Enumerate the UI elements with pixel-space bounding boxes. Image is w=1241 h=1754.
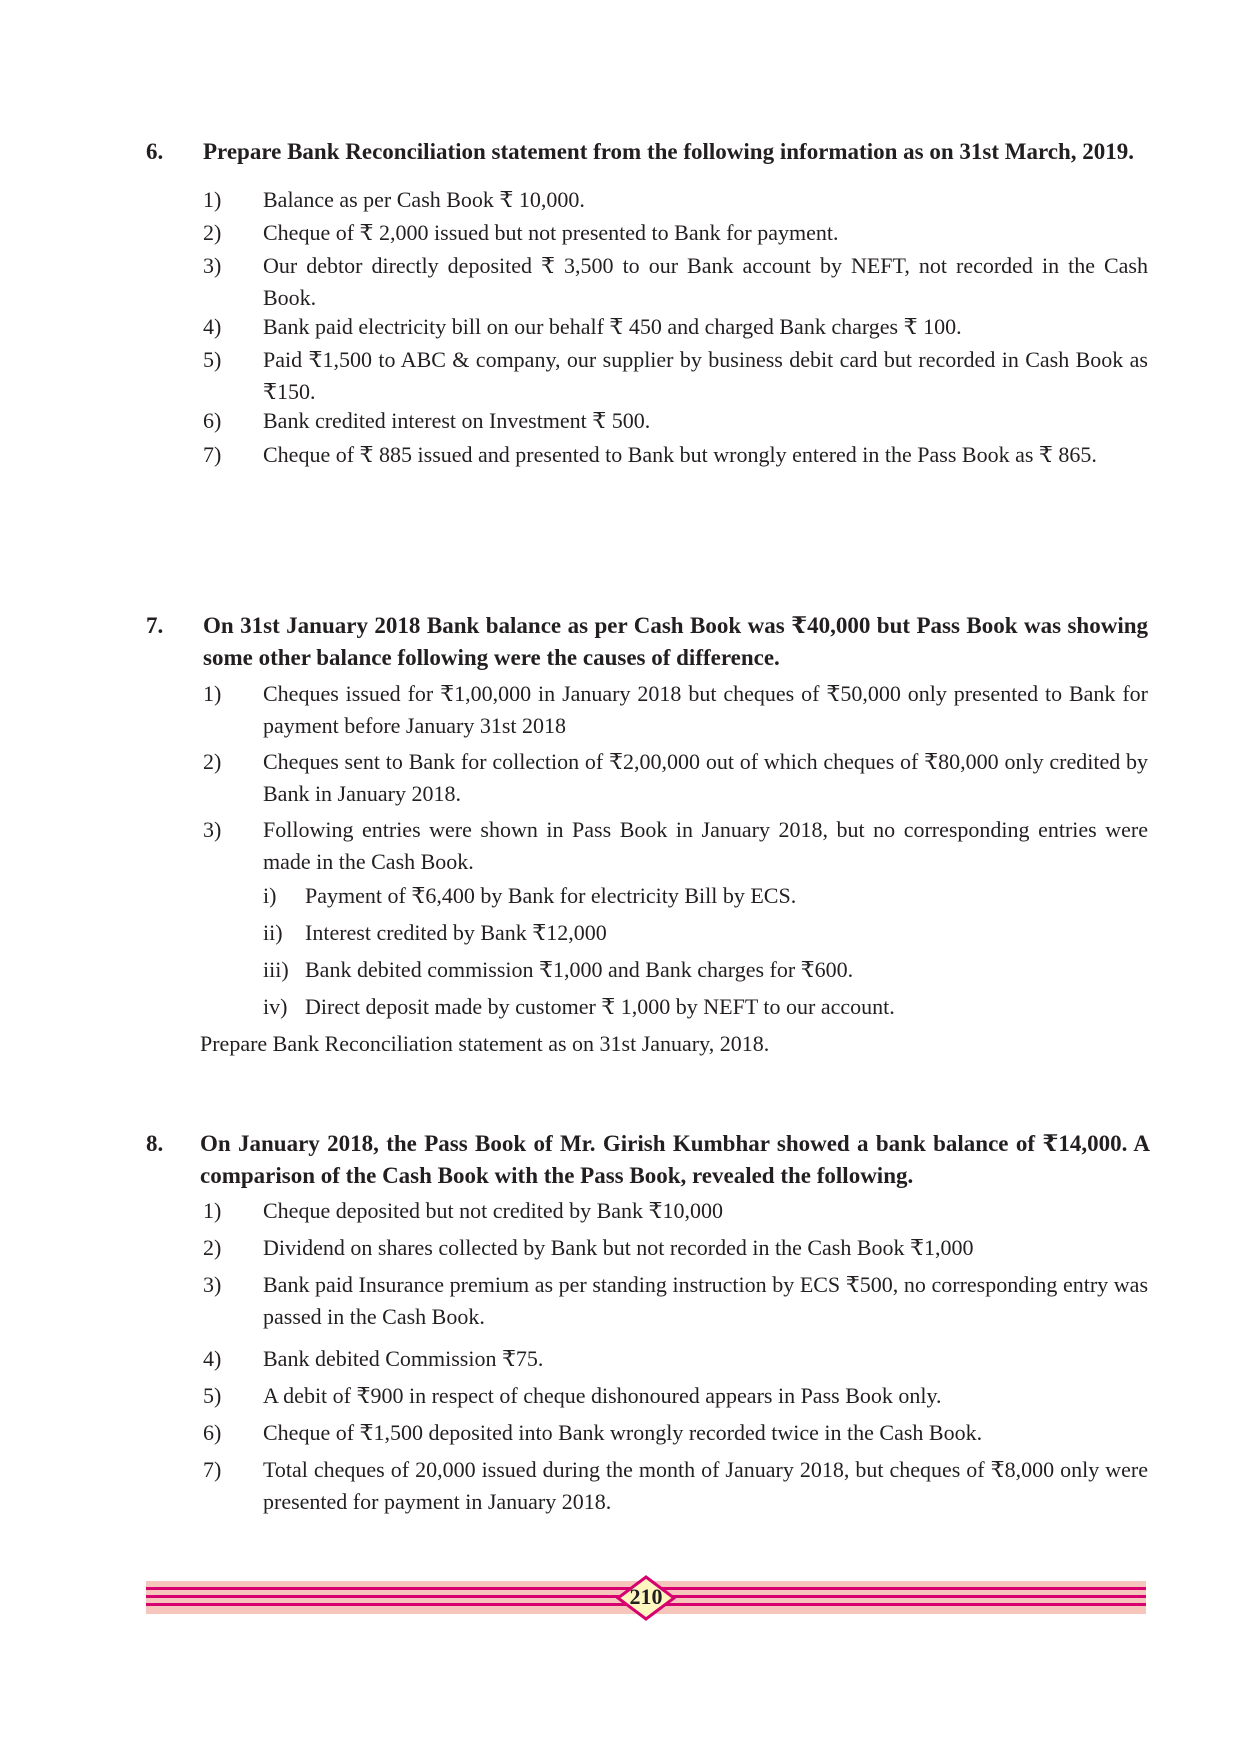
item-number: 3)	[203, 817, 222, 842]
item-number: 3)	[203, 1272, 222, 1297]
question-heading: On 31st January 2018 Bank balance as per Cash Book was ₹40,000 but Pass Book was showing some other balance following were the causes of difference.	[203, 613, 1148, 670]
item-number: 3)	[203, 253, 222, 278]
subitem-number: ii)	[263, 920, 283, 945]
item-text: Cheques sent to Bank for collection of ₹2,00,000 out of which cheques of ₹80,000 only credited by Bank in January 2018.	[263, 749, 1148, 806]
page-number: 210	[629, 1584, 663, 1609]
question-number: 8.	[146, 1131, 164, 1156]
item-number: 2)	[203, 220, 222, 245]
subitem-number: i)	[263, 883, 277, 908]
item-number: 7)	[203, 1457, 222, 1482]
subitem-text: Bank debited commission ₹1,000 and Bank charges for ₹600.	[305, 957, 854, 982]
subitem-text: Payment of ₹6,400 by Bank for electricity Bill by ECS.	[305, 883, 797, 908]
instruction-text: Prepare Bank Reconciliation statement as on 31st January, 2018.	[200, 1031, 770, 1056]
item-number: 1)	[203, 681, 222, 706]
item-text: Following entries were shown in Pass Book in January 2018, but no corresponding entries were made in the Cash Book.	[263, 817, 1148, 874]
item-text: A debit of ₹900 in respect of cheque dishonoured appears in Pass Book only.	[263, 1383, 942, 1408]
subitem-text: Direct deposit made by customer ₹ 1,000 by NEFT to our account.	[305, 994, 895, 1019]
item-number: 1)	[203, 1198, 222, 1223]
item-text: Bank paid Insurance premium as per standing instruction by ECS ₹500, no corresponding entry was passed in the Cash Book.	[263, 1272, 1148, 1329]
item-text: Cheque of ₹ 2,000 issued but not presented to Bank for payment.	[263, 220, 839, 245]
item-text: Total cheques of 20,000 issued during the month of January 2018, but cheques of ₹8,000 only were presented for payment in January 2018.	[263, 1457, 1148, 1514]
item-number: 7)	[203, 442, 222, 467]
page-footer	[146, 1573, 1146, 1623]
item-number: 5)	[203, 1383, 222, 1408]
question-number: 7.	[146, 613, 164, 638]
item-number: 4)	[203, 1346, 222, 1371]
question-heading: Prepare Bank Reconciliation statement from the following information as on 31st March, 2019.	[203, 139, 1135, 164]
item-text: Bank debited Commission ₹75.	[263, 1346, 544, 1371]
question-heading: On January 2018, the Pass Book of Mr. Girish Kumbhar showed a bank balance of ₹14,000. A comparison of the Cash Book with the Pass Book, revealed the following.	[200, 1131, 1150, 1188]
item-number: 6)	[203, 408, 222, 433]
item-text: Bank credited interest on Investment ₹ 500.	[263, 408, 651, 433]
item-number: 2)	[203, 749, 222, 774]
item-text: Cheque deposited but not credited by Bank ₹10,000	[263, 1198, 724, 1223]
item-text: Balance as per Cash Book ₹ 10,000.	[263, 187, 585, 212]
item-text: Cheque of ₹1,500 deposited into Bank wrongly recorded twice in the Cash Book.	[263, 1420, 983, 1445]
item-number: 5)	[203, 347, 222, 372]
item-number: 2)	[203, 1235, 222, 1260]
item-text: Cheques issued for ₹1,00,000 in January 2018 but cheques of ₹50,000 only presented to Bank for payment before January 31st 2018	[263, 681, 1148, 738]
item-text: Bank paid electricity bill on our behalf ₹ 450 and charged Bank charges ₹ 100.	[263, 314, 962, 339]
item-text: Our debtor directly deposited ₹ 3,500 to our Bank account by NEFT, not recorded in the Cash Book.	[263, 253, 1148, 310]
item-text: Cheque of ₹ 885 issued and presented to Bank but wrongly entered in the Pass Book as ₹ 865.	[263, 442, 1097, 467]
item-text: Paid ₹1,500 to ABC & company, our supplier by business debit card but recorded in Cash Book as ₹150.	[263, 347, 1148, 404]
item-number: 4)	[203, 314, 222, 339]
subitem-number: iii)	[263, 957, 289, 982]
subitem-text: Interest credited by Bank ₹12,000	[305, 920, 607, 945]
item-number: 6)	[203, 1420, 222, 1445]
item-text: Dividend on shares collected by Bank but not recorded in the Cash Book ₹1,000	[263, 1235, 974, 1260]
question-number: 6.	[146, 139, 164, 164]
subitem-number: iv)	[263, 994, 288, 1019]
item-number: 1)	[203, 187, 222, 212]
